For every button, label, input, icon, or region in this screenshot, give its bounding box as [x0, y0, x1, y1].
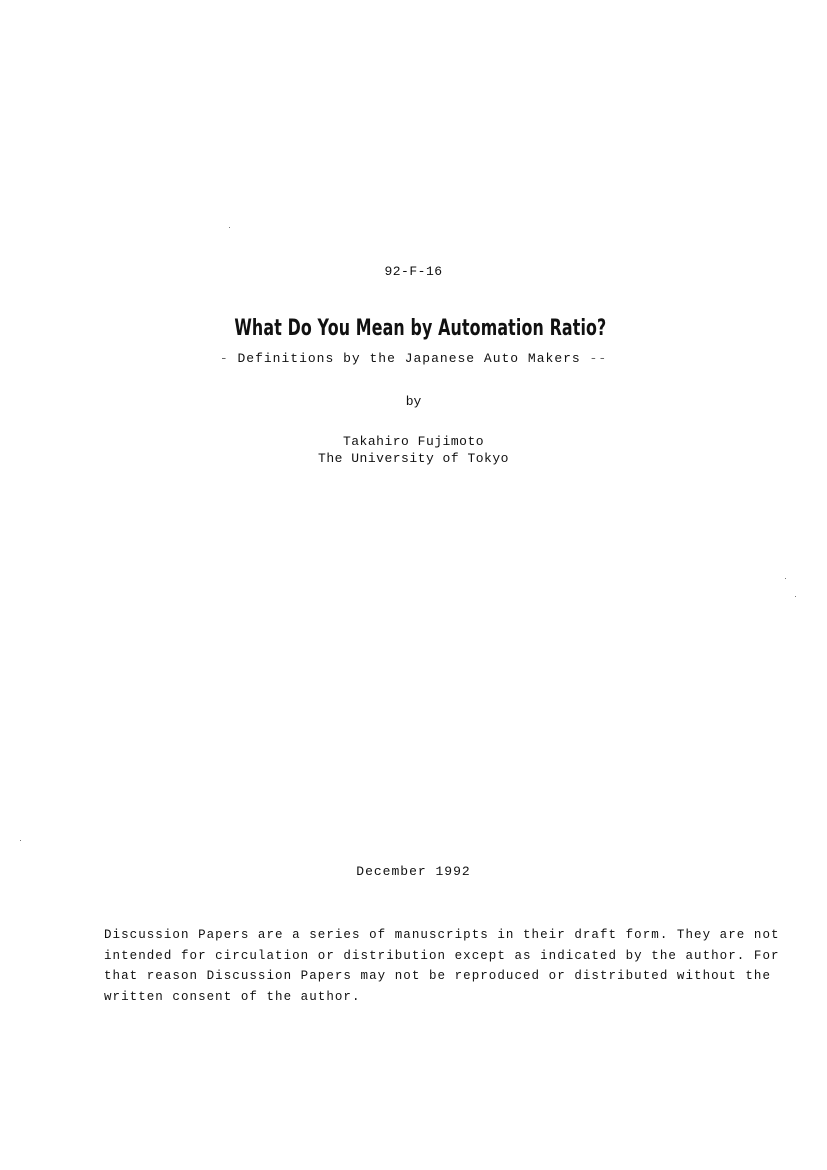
- scan-speck: [785, 578, 786, 579]
- subtitle-text: Definitions by the Japanese Auto Makers: [237, 351, 581, 366]
- paper-subtitle: [0, 351, 827, 366]
- disclaimer-line: that reason Discussion Papers may not be reproduced or distributed without the: [104, 969, 771, 984]
- publication-date: December 1992: [356, 864, 471, 879]
- author-name: Takahiro Fujimoto: [342, 434, 485, 449]
- subtitle-trail-dash: --: [589, 351, 608, 366]
- by-line: by: [405, 394, 422, 409]
- disclaimer-line: intended for circulation or distribution except as indicated by the author. For: [104, 948, 780, 963]
- author-affiliation: The University of Tokyo: [318, 451, 509, 466]
- disclaimer-line: written consent of the author.: [104, 990, 361, 1005]
- disclaimer-paragraph: [104, 925, 780, 1008]
- paper-title: What Do You Mean by Automation Ratio?: [234, 316, 607, 341]
- disclaimer-line: Discussion Papers are a series of manuscripts in their draft form. They are not: [104, 928, 780, 942]
- scan-speck: [20, 840, 21, 841]
- scan-speck: [795, 596, 796, 597]
- subtitle-lead-dash: -: [219, 351, 229, 366]
- paper-number: 92-F-16: [384, 264, 443, 279]
- scan-speck: [229, 227, 230, 228]
